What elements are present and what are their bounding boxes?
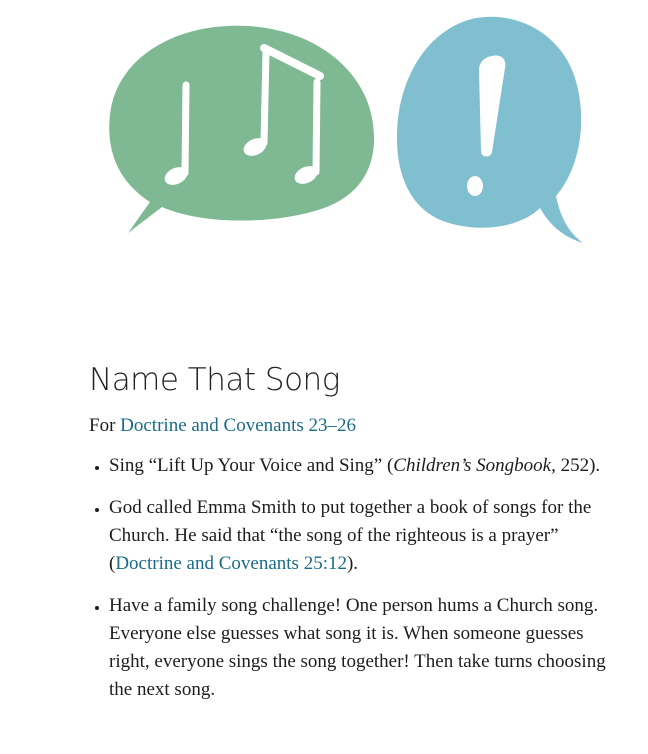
activity-card — [89, 356, 619, 718]
item-text: Have a family song challenge! One person hums a Church song. Everyone else guesses what song it is. When someone guesses right, everyone sings the song together! Then take turns choosing the next song. — [109, 595, 606, 700]
page-title: Name That Song — [89, 362, 340, 398]
scripture-reference-line — [89, 414, 619, 438]
music-speech-bubble — [109, 26, 374, 233]
songbook-title: Children’s Songbook, — [393, 455, 556, 476]
for-prefix: For — [89, 415, 121, 436]
item-text: ). — [346, 553, 359, 574]
item-text: God called Emma Smith to put together a book of songs for the Church. He said that “the song of the righteous is a prayer” ( — [109, 497, 592, 574]
exclamation-speech-bubble — [397, 17, 583, 243]
list-item — [109, 494, 619, 578]
activity-list — [89, 452, 619, 704]
item-text: 252). — [555, 455, 601, 476]
list-item — [109, 592, 619, 704]
scripture-link[interactable]: Doctrine and Covenants 23–26 — [120, 415, 357, 436]
scripture-link[interactable]: Doctrine and Covenants 25:12 — [115, 553, 347, 574]
illustration — [0, 0, 648, 260]
green-bubble-shape — [109, 26, 374, 233]
item-text: Sing “Lift Up Your Voice and Sing” ( — [109, 455, 394, 476]
list-item — [109, 452, 619, 480]
